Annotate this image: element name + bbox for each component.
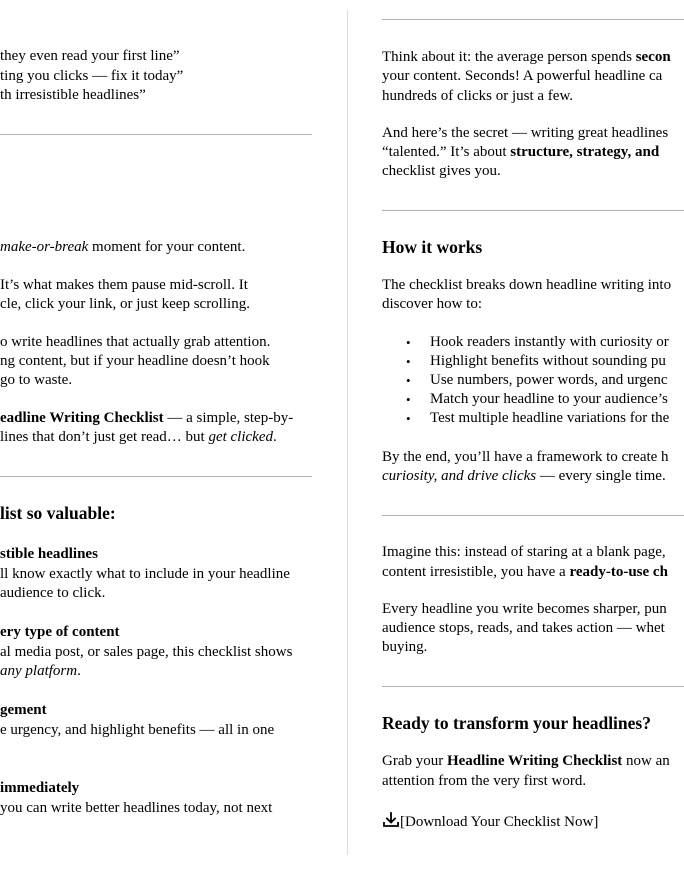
intro-paragraph-2-line-2: cle, click your link, or just keep scrolling. xyxy=(0,296,250,312)
checklist-name: eadline Writing Checklist xyxy=(0,410,164,426)
text: lines that don’t just get read… but xyxy=(0,429,209,445)
feature-text: audience to click. xyxy=(0,585,106,601)
download-icon xyxy=(382,812,400,828)
download-checklist-link[interactable] xyxy=(382,812,598,833)
secret-line-1: And here’s the secret — writing great headlines xyxy=(382,125,669,141)
intro-paragraph-4-line-2 xyxy=(0,428,277,448)
section-divider xyxy=(382,686,684,687)
feature-text: e urgency, and highlight benefits — all in one xyxy=(0,722,275,738)
bold-text: structure, strategy, and xyxy=(510,144,660,160)
section-divider xyxy=(0,476,312,477)
bullet-marker: • xyxy=(406,373,411,388)
every-line-1: Every headline you write becomes sharper, pun xyxy=(382,601,667,617)
ready-heading: Ready to transform your headlines? xyxy=(382,713,651,733)
how-intro-line-1: The checklist breaks down headline writing into xyxy=(382,277,672,293)
intro-paragraph-1 xyxy=(0,238,245,258)
secret-line-3: checklist gives you. xyxy=(382,163,501,179)
section-divider xyxy=(382,210,684,211)
bold-text: ready-to-use ch xyxy=(569,564,668,580)
every-line-2: audience stops, reads, and takes action — whet xyxy=(382,620,665,636)
emphasis: curiosity, and drive clicks xyxy=(382,468,537,484)
quote-line-3: th irresistible headlines” xyxy=(0,87,146,103)
bullet-text: Test multiple headline variations for the xyxy=(430,410,670,426)
bullet-marker: • xyxy=(406,411,411,426)
think-line-1 xyxy=(382,48,671,68)
text: Grab your xyxy=(382,753,447,769)
intro-paragraph-3-line-3: go to waste. xyxy=(0,372,73,388)
feature-text: al media post, or sales page, this checklist shows xyxy=(0,644,293,660)
text: Think about it: the average person spends xyxy=(382,49,636,65)
grab-line-1 xyxy=(382,752,670,772)
section-divider xyxy=(382,515,684,516)
intro-paragraph-4-line-1 xyxy=(0,409,293,429)
list-item xyxy=(382,409,684,429)
think-line-3: hundreds of clicks or just a few. xyxy=(382,88,574,104)
grab-line-2: attention from the very first word. xyxy=(382,773,587,789)
list-item xyxy=(382,390,684,410)
intro-paragraph-2-line-1: It’s what makes them pause mid-scroll. It xyxy=(0,277,248,293)
every-line-3: buying. xyxy=(382,639,428,655)
bullet-text: Match your headline to your audience’s xyxy=(430,391,668,407)
how-it-works-heading: How it works xyxy=(382,237,483,257)
text: . xyxy=(273,429,277,445)
quote-line-2: ting you clicks — fix it today” xyxy=(0,68,184,84)
bold-text: secon xyxy=(635,49,671,65)
feature-text xyxy=(0,662,81,682)
download-label: [Download Your Checklist Now] xyxy=(400,814,599,830)
section-heading: list so valuable: xyxy=(0,503,116,523)
feature-title: ery type of content xyxy=(0,624,120,640)
text: “talented.” It’s about xyxy=(382,144,511,160)
intro-paragraph-3-line-1: o write headlines that actually grab attention. xyxy=(0,334,271,350)
checklist-name: Headline Writing Checklist xyxy=(446,753,623,769)
by-end-line-2 xyxy=(382,467,666,487)
feature-title: immediately xyxy=(0,780,80,796)
secret-line-2 xyxy=(382,143,659,163)
text: — a simple, step-by- xyxy=(163,410,294,426)
text: . xyxy=(77,663,81,679)
think-line-2: your content. Seconds! A powerful headline ca xyxy=(382,68,663,84)
emphasis: get clicked xyxy=(208,429,273,445)
list-item xyxy=(382,352,684,372)
intro-paragraph-3-line-2: ng content, but if your headline doesn’t hook xyxy=(0,353,270,369)
bullet-marker: • xyxy=(406,354,411,369)
imagine-line-1: Imagine this: instead of staring at a blank page, xyxy=(382,544,666,560)
text: — every single time. xyxy=(536,468,666,484)
section-divider xyxy=(382,19,684,20)
bullet-marker: • xyxy=(406,335,411,350)
feature-text: ll know exactly what to include in your headline xyxy=(0,566,290,582)
text: content irresistible, you have a xyxy=(382,564,570,580)
by-end-line-1: By the end, you’ll have a framework to create h xyxy=(382,449,669,465)
feature-text: you can write better headlines today, not next xyxy=(0,800,273,816)
left-column xyxy=(0,0,312,879)
feature-title: stible headlines xyxy=(0,546,98,562)
bullet-text: Use numbers, power words, and urgenc xyxy=(430,372,668,388)
right-column xyxy=(382,0,684,879)
bullet-text: Highlight benefits without sounding pu xyxy=(430,353,666,369)
list-item xyxy=(382,333,684,353)
text: now an xyxy=(622,753,670,769)
quote-line-1: they even read your first line” xyxy=(0,48,180,64)
bullet-marker: • xyxy=(406,392,411,407)
bullet-text: Hook readers instantly with curiosity or xyxy=(430,334,669,350)
text: moment for your content. xyxy=(88,239,246,255)
imagine-line-2 xyxy=(382,563,668,583)
feature-title: gement xyxy=(0,702,47,718)
section-divider xyxy=(0,134,312,135)
emphasis: make-or-break xyxy=(0,239,89,255)
list-item xyxy=(382,371,684,391)
column-divider xyxy=(347,10,348,855)
emphasis: any platform xyxy=(0,663,78,679)
how-intro-line-2: discover how to: xyxy=(382,296,482,312)
